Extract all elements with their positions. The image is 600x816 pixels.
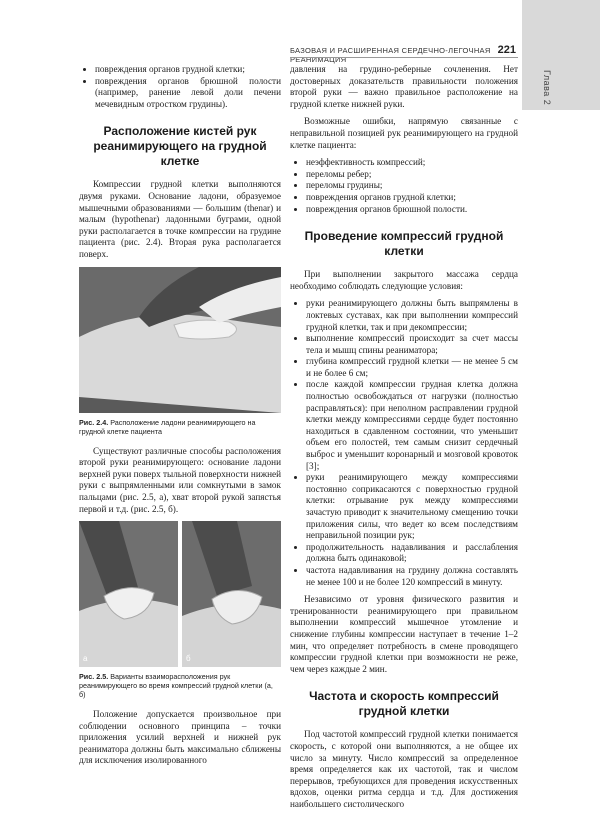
paragraph: Положение допускается произвольное при соблюдении основного принципа – точки приложения усилий верхней и нижней рук реаниматора должны быть максимально сближены для исключения изолированного: [79, 709, 281, 766]
section-title-hand-position: Расположение кистей рук реанимирующего на грудной клетке: [93, 124, 267, 169]
figure-2-5-caption: [79, 672, 281, 699]
list-item: • руки реанимирующего между компрессиями постоянно соприкасаются с поверхностью грудной клетки: отрывание рук между компрессиями зачастую приводит к значительному смещению точки приложения силы, что ведет ко всем последствиям неправильной позиции рук;: [306, 472, 518, 542]
left-column: [79, 64, 281, 773]
caption-text: Варианты взаиморасположения рук реанимирующего во время компрессий грудной клетки (а, б): [79, 672, 273, 700]
bullet-list-top: [79, 64, 281, 110]
list-item: • частота надавливания на грудину должна составлять не менее 100 и не более 120 компрессий в минуту.: [306, 565, 518, 588]
list-item: • неэффективность компрессий;: [306, 157, 518, 169]
list-item: • повреждения органов грудной клетки;: [95, 64, 281, 76]
right-column: [290, 64, 518, 816]
list-item: • руки реанимирующего должны быть выпрямлены в локтевых суставах, как при выполнении компрессий грудной клетки, так и при декомпрессии;: [306, 298, 518, 333]
list-item: • переломы ребер;: [306, 169, 518, 181]
list-item: • выполнение компрессий происходит за счет массы тела и мышц спины реаниматора;: [306, 333, 518, 356]
header-rule: [290, 57, 518, 58]
figure-2-5a-photo: [79, 521, 178, 667]
caption-label: Рис. 2.5.: [79, 672, 109, 682]
list-item: • переломы грудины;: [306, 180, 518, 192]
figure-letter-b: б: [186, 653, 191, 663]
section-title-compressions: Проведение компрессий грудной клетки: [304, 229, 504, 259]
paragraph: давления на грудино-реберные сочленения. Нет достоверных доказательств правильности положения второй руки — важно правильное расположение на грудной клетке нижней руки.: [290, 64, 518, 109]
paragraph: Компрессии грудной клетки выполняются двумя руками. Основание ладони, образуемое мышечными образованиями — большим (thenar) и малым (hypothenar) ладонными буграми, одной руки располагается в точке компрессии на грудине пациента (рис. 2.4). Вторая рука располагается поверх.: [79, 179, 281, 259]
list-item: • повреждения органов брюшной полости.: [306, 204, 518, 216]
figure-letter-a: а: [83, 653, 88, 663]
list-item: • повреждения органов брюшной полости (например, ранение левой доли печени мечевидным отростком грудины).: [95, 76, 281, 111]
list-item: • глубина компрессий грудной клетки — не менее 5 см и не более 6 см;: [306, 356, 518, 379]
chapter-tab: [522, 0, 600, 110]
chapter-tab-label: Глава 2: [542, 70, 552, 106]
paragraph: Существуют различные способы расположения второй руки реанимирующего: основание ладони верхней руки поверх тыльной поверхности нижней руки с выпрямленными или сомкнутыми в замок пальцами (рис. 2.5, а), хват второй рукой запястья первой и т.д. (рис. 2.5, б).: [79, 445, 281, 514]
bullet-list-conditions: [290, 298, 518, 588]
figure-2-4-caption: [79, 418, 281, 436]
page-number: 221: [497, 44, 516, 56]
running-title: БАЗОВАЯ И РАСШИРЕННАЯ СЕРДЕЧНО-ЛЕГОЧНАЯ РЕАНИМАЦИЯ: [290, 46, 491, 64]
caption-text: Расположение ладони реанимирующего на грудной клетке пациента: [79, 417, 256, 436]
paragraph: Независимо от уровня физического развития и тренированности реанимирующего при правильном выполнении компрессий мышечное утомление и снижение глубины компрессии наступает в течение 1–2 мин, что определяет потребность в смене проводящего компрессии грудной клетки при возможности не реже, чем через каждые 2 мин.: [290, 594, 518, 674]
hand-on-chest-illustration: [79, 267, 281, 413]
section-title-frequency: Частота и скорость компрессий грудной клетки: [309, 689, 499, 719]
paragraph: Возможные ошибки, напрямую связанные с неправильной позицией рук реанимирующего на грудной клетке пациента:: [290, 116, 518, 150]
paragraph: Под частотой компрессий грудной клетки понимается скорость, с которой они выполняются, а не общее их число за минуту. Число компрессий за определенное время определяется как их частотой, так и числом перерывов, требующихся для проведения искусственных вдохов, оценки ритма сердца и т.д. Для достижения наибольшего систолического: [290, 729, 518, 809]
wrist-grip-illustration: [182, 521, 281, 667]
figure-2-5b-photo: [182, 521, 281, 667]
list-item: • после каждой компрессии грудная клетка должна полностью освобождаться от нагрузки (полностью расправляться): при неполном расправлении грудной клетки между компрессиями сердце будет постоянно находиться в сдавленном состоянии, что уменьшит объем его полостей, тем самым снизит сердечный выброс и уменьшит коронарный и мозговой кровоток [3];: [306, 379, 518, 472]
list-item: • повреждения органов грудной клетки;: [306, 192, 518, 204]
hands-interlocked-illustration: [79, 521, 178, 667]
list-item: • продолжительность надавливания и расслабления должна быть одинаковой;: [306, 542, 518, 565]
caption-label: Рис. 2.4.: [79, 417, 109, 427]
paragraph: При выполнении закрытого массажа сердца необходимо соблюдать следующие условия:: [290, 269, 518, 291]
figure-2-4-photo: [79, 267, 281, 413]
bullet-list-errors: [290, 157, 518, 215]
figure-2-5-photos: [79, 521, 281, 667]
